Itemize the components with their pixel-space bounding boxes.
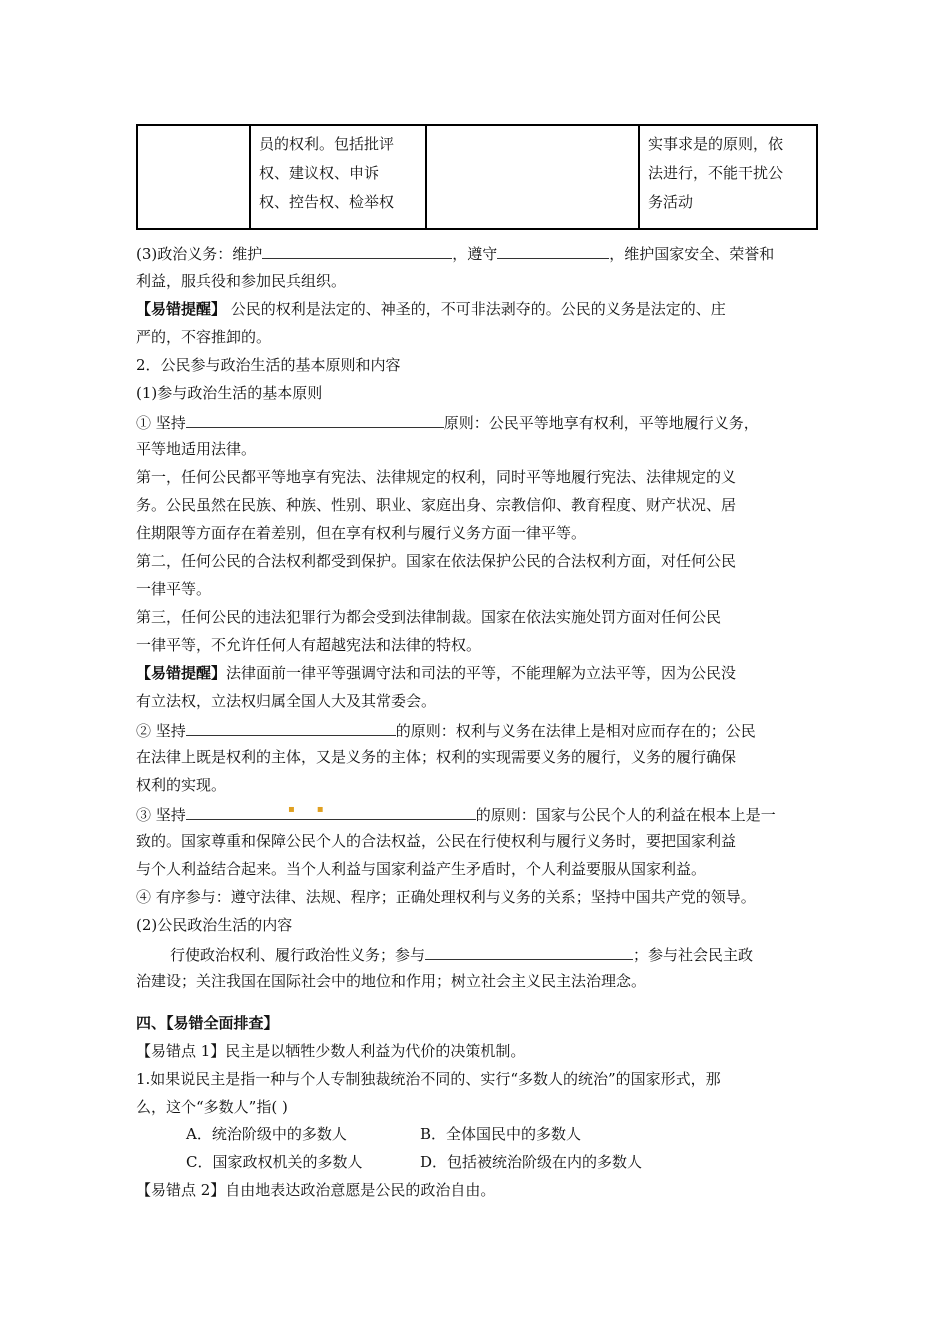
text-line: 利益，服兵役和参加民兵组织。: [136, 272, 347, 290]
principle-2-line: ② 坚持 的原则：权利与义务在法律上是相对应而存在的；公民: [136, 719, 756, 741]
text-line: 务。公民虽然在民族、种族、性别、职业、家庭出身、宗教信仰、教育程度、财产状况、居: [136, 496, 737, 514]
table-cell-empty-1: [137, 125, 250, 229]
option-b[interactable]: B．全体国民中的多数人: [420, 1125, 582, 1143]
error-point-2: 【易错点 2】自由地表达政治意愿是公民的政治自由。: [136, 1181, 496, 1199]
text-line: 有立法权，立法权归属全国人大及其常委会。: [136, 692, 437, 710]
text-line: 权利的实现。: [136, 776, 227, 794]
political-duty-line: (3)政治义务：维护 ，遵守 ，维护国家安全、荣誉和: [136, 242, 774, 264]
cell-line: 权、建议权、申诉: [259, 164, 380, 182]
table-row: [137, 125, 817, 229]
fill-blank[interactable]: [262, 242, 452, 259]
subheading: (2)公民政治生活的内容: [136, 916, 293, 934]
orange-marks-decoration: ▪ ▪: [288, 804, 324, 815]
cell-line: 实事求是的原则，依: [648, 135, 784, 153]
error-point-1: 【易错点 1】民主是以牺牲少数人利益为代价的决策机制。: [136, 1042, 526, 1060]
table-cell-empty-2: [426, 125, 639, 229]
fill-blank[interactable]: [186, 719, 396, 736]
cell-line: 员的权利。包括批评: [259, 135, 395, 153]
content-line: 行使政治权利、履行政治性义务；参与 ；参与社会民主政: [170, 943, 753, 965]
cell-line: 权、控告权、检举权: [259, 193, 395, 211]
text-line: 第三，任何公民的违法犯罪行为都会受到法律制裁。国家在依法实施处罚方面对任何公民: [136, 608, 722, 626]
question-1: 1.如果说民主是指一种与个人专制独裁统治不同的、实行“多数人的统治”的国家形式，那: [136, 1070, 721, 1088]
cell-line: 务活动: [648, 193, 694, 211]
error-reminder-tag: 【易错提醒】: [136, 664, 227, 682]
text-line: 第二，任何公民的合法权利都受到保护。国家在依法保护公民的合法权利方面，对任何公民: [136, 552, 737, 570]
section-heading: 四、【易错全面排查】: [136, 1014, 279, 1032]
text-line: 一律平等。: [136, 580, 212, 598]
text-line: 在法律上既是权利的主体，又是义务的主体；权利的实现需要义务的履行，义务的履行确保: [136, 748, 737, 766]
text-line: 平等地适用法律。: [136, 440, 257, 458]
cell-line: 法进行，不能干扰公: [648, 164, 784, 182]
table-cell-rights-list: [250, 125, 426, 229]
subheading: 2．公民参与政治生活的基本原则和内容: [136, 356, 401, 374]
option-c[interactable]: C．国家政权机关的多数人: [186, 1153, 363, 1171]
text-line: ④ 有序参与：遵守法律、法规、程序；正确处理权利与义务的关系；坚持中国共产党的领导。: [136, 888, 756, 906]
principle-3-line: ③ 坚持 的原则：国家与公民个人的利益在根本上是一: [136, 803, 776, 825]
table-cell-principles: [639, 125, 817, 229]
error-reminder-line: 【易错提醒】 公民的权利是法定的、神圣的，不可非法剥夺的。公民的义务是法定的、庄: [136, 300, 726, 318]
fill-blank[interactable]: [186, 411, 444, 428]
question-1-cont: 么，这个“多数人”指( ): [136, 1098, 288, 1116]
option-d[interactable]: D．包括被统治阶级在内的多数人: [420, 1153, 643, 1171]
option-a[interactable]: A．统治阶级中的多数人: [186, 1125, 347, 1143]
text-line: 严的，不容推卸的。: [136, 328, 272, 346]
subheading: (1)参与政治生活的基本原则: [136, 384, 323, 402]
text-line: 与个人利益结合起来。当个人利益与国家利益产生矛盾时，个人利益要服从国家利益。: [136, 860, 707, 878]
rights-table-fragment: [136, 124, 818, 230]
text-line: 第一，任何公民都平等地享有宪法、法律规定的权利，同时平等地履行宪法、法律规定的义: [136, 468, 737, 486]
text-line: 致的。国家尊重和保障公民个人的合法权益，公民在行使权利与履行义务时，要把国家利益: [136, 832, 737, 850]
error-reminder-line: 【易错提醒】法律面前一律平等强调守法和司法的平等，不能理解为立法平等，因为公民没: [136, 664, 737, 682]
fill-blank[interactable]: [497, 242, 609, 259]
text-line: 一律平等，不允许任何人有超越宪法和法律的特权。: [136, 636, 482, 654]
fill-blank[interactable]: [425, 943, 633, 960]
text-line: 治建设；关注我国在国际社会中的地位和作用；树立社会主义民主法治理念。: [136, 972, 647, 990]
principle-1-line: ① 坚持 原则：公民平等地享有权利，平等地履行义务，: [136, 411, 759, 433]
text-line: 住期限等方面存在着差别，但在享有权利与履行义务方面一律平等。: [136, 524, 587, 542]
error-reminder-tag: 【易错提醒】: [136, 300, 227, 318]
